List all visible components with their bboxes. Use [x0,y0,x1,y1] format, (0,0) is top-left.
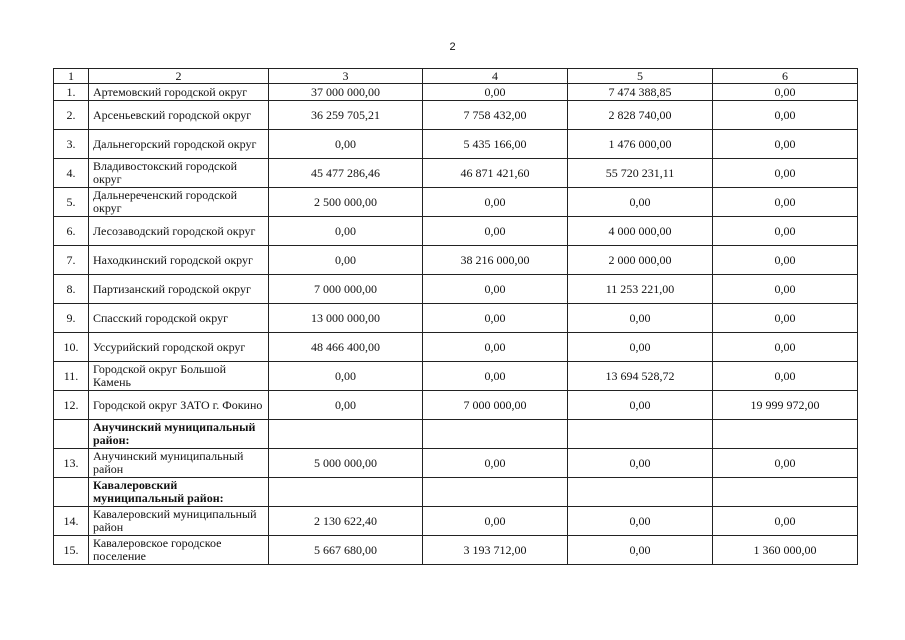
value-cell [269,420,423,449]
page-number: 2 [449,41,456,53]
value-cell [568,420,713,449]
value-cell [423,478,568,507]
section-row [54,478,858,507]
table-row [54,275,858,304]
name-cell: Кавалеровский муниципальный район [89,507,269,536]
table-row [54,101,858,130]
table-row [54,507,858,536]
value-cell: 0,00 [568,507,713,536]
name-cell: Находкинский городской округ [89,246,269,275]
value-cell: 0,00 [568,449,713,478]
value-cell: 0,00 [568,188,713,217]
value-cell: 0,00 [269,217,423,246]
table-header-row [54,69,858,84]
value-cell: 0,00 [269,246,423,275]
table-row [54,217,858,246]
header-cell: 2 [89,69,269,84]
value-cell: 0,00 [423,304,568,333]
table-row [54,333,858,362]
value-cell: 0,00 [423,275,568,304]
num-cell: 15. [54,536,89,565]
name-cell: Арсеньевский городской округ [89,101,269,130]
value-cell: 0,00 [568,304,713,333]
num-cell: 11. [54,362,89,391]
num-cell [54,478,89,507]
value-cell: 48 466 400,00 [269,333,423,362]
num-cell: 12. [54,391,89,420]
name-cell: Спасский городской округ [89,304,269,333]
value-cell: 45 477 286,46 [269,159,423,188]
header-cell: 3 [269,69,423,84]
allocation-table [53,68,858,565]
value-cell: 0,00 [713,101,858,130]
name-cell: Городской округ ЗАТО г. Фокино [89,391,269,420]
section-title: Кавалеровский муниципальный район: [89,478,269,507]
value-cell: 0,00 [269,391,423,420]
name-cell: Дальнегорский городской округ [89,130,269,159]
table-row [54,391,858,420]
num-cell: 13. [54,449,89,478]
value-cell: 37 000 000,00 [269,84,423,101]
num-cell: 9. [54,304,89,333]
value-cell: 0,00 [713,159,858,188]
value-cell: 0,00 [713,507,858,536]
value-cell: 13 694 528,72 [568,362,713,391]
value-cell: 0,00 [568,391,713,420]
value-cell [423,420,568,449]
value-cell: 55 720 231,11 [568,159,713,188]
value-cell: 0,00 [713,304,858,333]
num-cell: 10. [54,333,89,362]
table-row [54,449,858,478]
name-cell: Кавалеровское городское поселение [89,536,269,565]
header-cell: 4 [423,69,568,84]
value-cell: 0,00 [269,130,423,159]
name-cell: Уссурийский городской округ [89,333,269,362]
table-row [54,84,858,101]
table-row [54,188,858,217]
value-cell: 0,00 [713,84,858,101]
value-cell: 0,00 [713,188,858,217]
section-row [54,420,858,449]
num-cell: 1. [54,84,89,101]
value-cell [713,420,858,449]
header-cell: 5 [568,69,713,84]
name-cell: Анучинский муниципальный район [89,449,269,478]
value-cell: 2 130 622,40 [269,507,423,536]
value-cell: 5 000 000,00 [269,449,423,478]
num-cell: 3. [54,130,89,159]
table-body [54,84,858,565]
name-cell: Дальнереченский городской округ [89,188,269,217]
value-cell: 0,00 [713,217,858,246]
value-cell [269,478,423,507]
value-cell: 3 193 712,00 [423,536,568,565]
value-cell: 0,00 [269,362,423,391]
table-row [54,304,858,333]
value-cell: 46 871 421,60 [423,159,568,188]
value-cell: 13 000 000,00 [269,304,423,333]
name-cell: Лесозаводский городской округ [89,217,269,246]
value-cell: 0,00 [568,333,713,362]
value-cell: 11 253 221,00 [568,275,713,304]
value-cell: 5 667 680,00 [269,536,423,565]
header-cell: 6 [713,69,858,84]
table-row [54,159,858,188]
value-cell: 0,00 [423,333,568,362]
num-cell [54,420,89,449]
value-cell: 7 000 000,00 [269,275,423,304]
name-cell: Артемовский городской округ [89,84,269,101]
value-cell: 7 758 432,00 [423,101,568,130]
value-cell: 0,00 [713,246,858,275]
table-row [54,362,858,391]
table-row [54,130,858,159]
num-cell: 2. [54,101,89,130]
value-cell: 0,00 [568,536,713,565]
value-cell: 0,00 [423,449,568,478]
num-cell: 6. [54,217,89,246]
value-cell [713,478,858,507]
value-cell: 7 000 000,00 [423,391,568,420]
value-cell: 7 474 388,85 [568,84,713,101]
value-cell: 0,00 [713,449,858,478]
table-row [54,246,858,275]
value-cell: 0,00 [713,333,858,362]
value-cell: 1 476 000,00 [568,130,713,159]
name-cell: Партизанский городской округ [89,275,269,304]
num-cell: 14. [54,507,89,536]
value-cell: 36 259 705,21 [269,101,423,130]
value-cell: 19 999 972,00 [713,391,858,420]
value-cell: 0,00 [423,84,568,101]
value-cell [568,478,713,507]
value-cell: 0,00 [423,507,568,536]
value-cell: 2 828 740,00 [568,101,713,130]
value-cell: 1 360 000,00 [713,536,858,565]
section-title: Анучинский муниципальный район: [89,420,269,449]
value-cell: 2 000 000,00 [568,246,713,275]
num-cell: 5. [54,188,89,217]
num-cell: 4. [54,159,89,188]
value-cell: 0,00 [423,188,568,217]
table-row [54,536,858,565]
num-cell: 8. [54,275,89,304]
num-cell: 7. [54,246,89,275]
header-cell: 1 [54,69,89,84]
value-cell: 4 000 000,00 [568,217,713,246]
value-cell: 38 216 000,00 [423,246,568,275]
value-cell: 0,00 [423,362,568,391]
name-cell: Владивостокский городской округ [89,159,269,188]
value-cell: 0,00 [713,275,858,304]
value-cell: 2 500 000,00 [269,188,423,217]
value-cell: 5 435 166,00 [423,130,568,159]
value-cell: 0,00 [713,362,858,391]
value-cell: 0,00 [423,217,568,246]
value-cell: 0,00 [713,130,858,159]
name-cell: Городской округ Большой Камень [89,362,269,391]
